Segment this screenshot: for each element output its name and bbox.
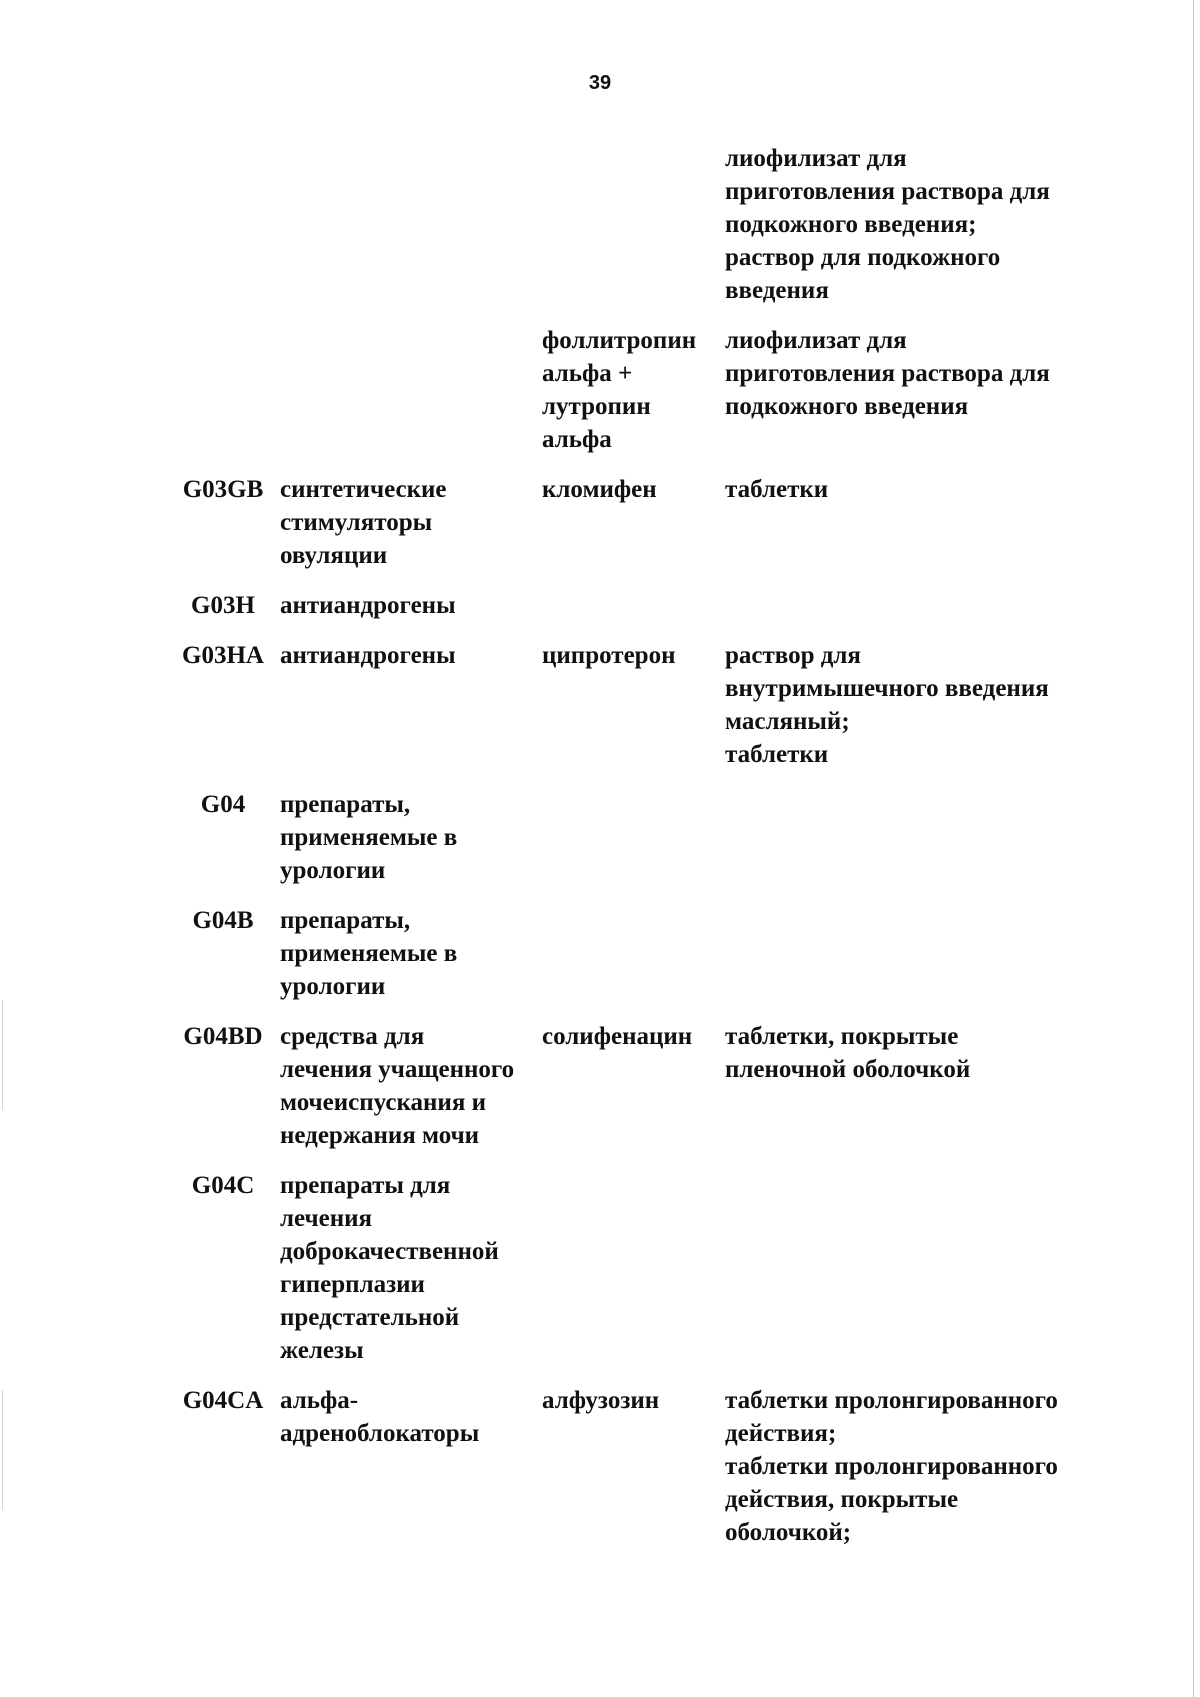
dosage-form: лиофилизат для приготовления раствора для подкожного введения; раствор для подкожного введения bbox=[725, 145, 1050, 304]
atc-code: G04 bbox=[200, 791, 246, 818]
dosage-form bbox=[725, 788, 1090, 887]
table-row bbox=[180, 473, 1100, 572]
dosage-form bbox=[725, 1169, 1090, 1367]
drug-name: солифенацин bbox=[542, 1023, 693, 1050]
atc-code bbox=[168, 324, 278, 456]
table-row bbox=[180, 1169, 1100, 1367]
dosage-form bbox=[725, 589, 1090, 622]
drug-name: фоллитропин альфа + лутропин альфа bbox=[542, 327, 697, 453]
group-name: препараты для лечения доброкачественной гиперплазии предстательной железы bbox=[280, 1172, 499, 1364]
atc-code: G03HA bbox=[182, 642, 264, 669]
scan-edge-mark bbox=[2, 1000, 3, 1110]
table-row bbox=[180, 1384, 1100, 1549]
group-name: средства для лечения учащенного мочеиспускания и недержания мочи bbox=[280, 1023, 515, 1149]
table-row bbox=[180, 639, 1100, 771]
table-row bbox=[180, 142, 1100, 307]
drug-name bbox=[542, 904, 725, 1003]
table-row bbox=[180, 324, 1100, 456]
scan-edge-mark bbox=[2, 1390, 3, 1510]
group-name: антиандрогены bbox=[280, 642, 456, 669]
dosage-form: раствор для внутримышечного введения масляный; таблетки bbox=[725, 642, 1049, 768]
scan-edge-mark bbox=[1193, 0, 1194, 1697]
drug-name: кломифен bbox=[542, 476, 657, 503]
table-row bbox=[180, 589, 1100, 622]
dosage-form: таблетки bbox=[725, 476, 829, 503]
group-name: синтетические стимуляторы овуляции bbox=[280, 476, 447, 569]
atc-code: G04BD bbox=[183, 1023, 263, 1050]
dosage-form: таблетки пролонгированного действия; таблетки пролонгированного действия, покрытые оболочкой; bbox=[725, 1387, 1058, 1546]
atc-code: G03GB bbox=[182, 476, 264, 503]
group-name: антиандрогены bbox=[280, 592, 456, 619]
drug-name bbox=[542, 142, 725, 307]
atc-code: G03H bbox=[191, 592, 255, 619]
drug-classification-table bbox=[180, 142, 1100, 1549]
drug-name: алфузозин bbox=[542, 1387, 660, 1414]
group-name bbox=[280, 324, 542, 456]
group-name bbox=[280, 142, 542, 307]
table-row bbox=[180, 904, 1100, 1003]
atc-code: G04C bbox=[191, 1172, 255, 1199]
atc-code: G04CA bbox=[182, 1387, 264, 1414]
dosage-form bbox=[725, 904, 1090, 1003]
drug-name bbox=[542, 788, 725, 887]
group-name: препараты, применяемые в урологии bbox=[280, 791, 458, 884]
table-row bbox=[180, 788, 1100, 887]
dosage-form: лиофилизат для приготовления раствора для подкожного введения bbox=[725, 327, 1050, 420]
drug-name: ципротерон bbox=[542, 642, 676, 669]
group-name: альфа- адреноблокаторы bbox=[280, 1387, 480, 1447]
table-row bbox=[180, 1020, 1100, 1152]
drug-name bbox=[542, 589, 725, 622]
drug-name bbox=[542, 1169, 725, 1367]
page-number: 39 bbox=[588, 72, 612, 94]
atc-code bbox=[168, 142, 278, 307]
dosage-form: таблетки, покрытые пленочной оболочкой bbox=[725, 1023, 971, 1083]
atc-code: G04B bbox=[192, 907, 254, 934]
group-name: препараты, применяемые в урологии bbox=[280, 907, 458, 1000]
